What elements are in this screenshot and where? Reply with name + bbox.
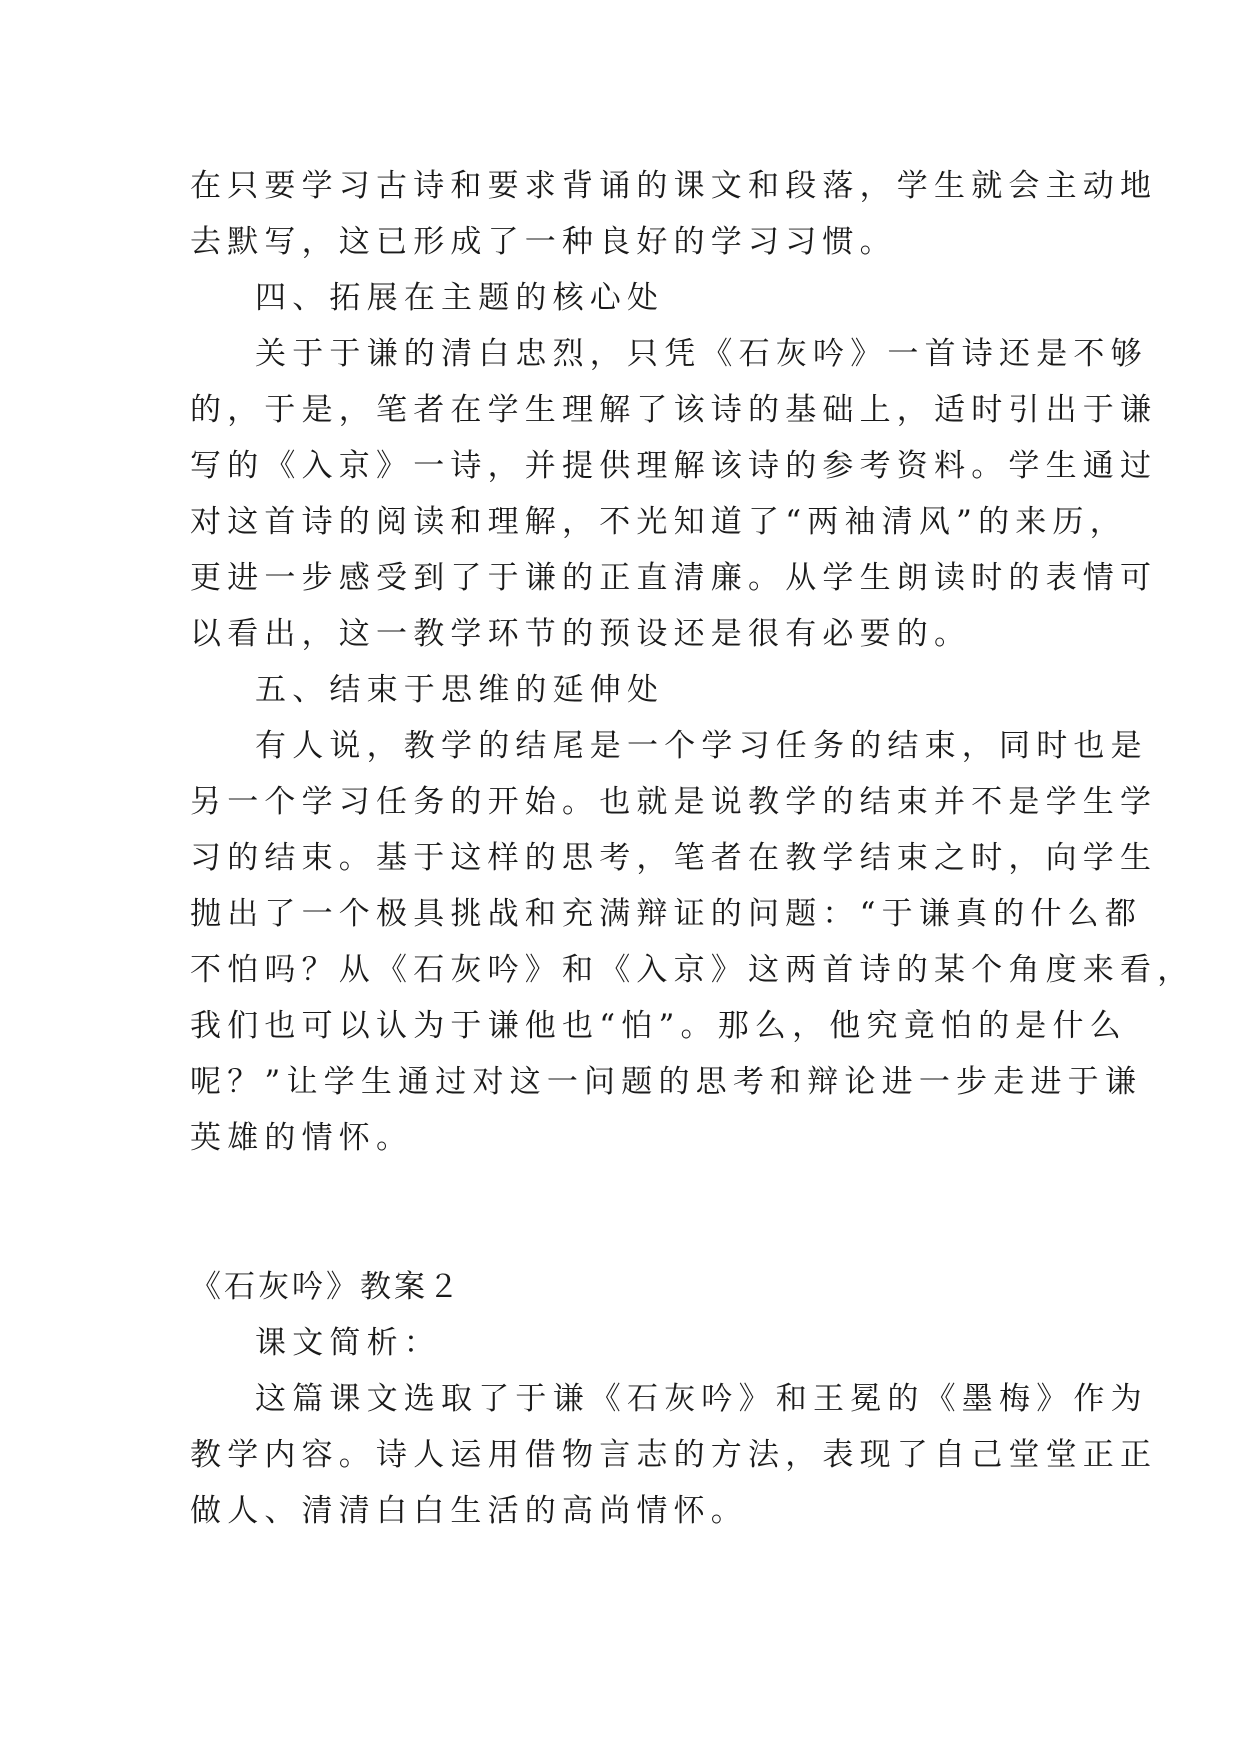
paragraph-line: 另一个学习任务的开始。也就是说教学的结束并不是学生学: [190, 784, 1158, 820]
paragraph-line: 更进一步感受到了于谦的正直清廉。从学生朗读时的表情可: [190, 560, 1158, 596]
paragraph-line: 呢？”让学生通过对这一问题的思考和辩论进一步走进于谦: [190, 1064, 1143, 1100]
paragraph-line: 习的结束。基于这样的思考，笔者在教学结束之时，向学生: [190, 840, 1158, 876]
paragraph-line: 不怕吗？从《石灰吟》和《入京》这两首诗的某个角度来看，: [190, 952, 1195, 988]
section-heading: 课文简析：: [255, 1325, 441, 1361]
paragraph-line: 以看出，这一教学环节的预设还是很有必要的。: [190, 616, 972, 652]
paragraph-line: 有人说，教学的结尾是一个学习任务的结束，同时也是: [255, 728, 1148, 764]
paragraph-line: 关于于谦的清白忠烈，只凭《石灰吟》一首诗还是不够: [255, 336, 1148, 372]
paragraph-line: 去默写，这已形成了一种良好的学习习惯。: [190, 224, 897, 260]
paragraph-line: 这篇课文选取了于谦《石灰吟》和王冕的《墨梅》作为: [255, 1381, 1148, 1417]
paragraph-line: 抛出了一个极具挑战和充满辩证的问题：“于谦真的什么都: [190, 896, 1143, 932]
paragraph-line: 的，于是，笔者在学生理解了该诗的基础上，适时引出于谦: [190, 392, 1158, 428]
paragraph-line: 教学内容。诗人运用借物言志的方法，表现了自己堂堂正正: [190, 1437, 1158, 1473]
paragraph-line: 我们也可以认为于谦他也“怕”。那么，他究竟怕的是什么: [190, 1008, 1127, 1044]
paragraph-line: 做人、清清白白生活的高尚情怀。: [190, 1493, 748, 1529]
section-heading: 四、拓展在主题的核心处: [255, 280, 665, 316]
paragraph-line: 在只要学习古诗和要求背诵的课文和段落，学生就会主动地: [190, 168, 1158, 204]
paragraph-line: 对这首诗的阅读和理解，不光知道了“两袖清风”的来历，: [190, 504, 1127, 540]
section-heading: 五、结束于思维的延伸处: [255, 672, 665, 708]
paragraph-line: 写的《入京》一诗，并提供理解该诗的参考资料。学生通过: [190, 448, 1158, 484]
document-title: 《石灰吟》教案２: [190, 1269, 462, 1305]
paragraph-line: 英雄的情怀。: [190, 1120, 414, 1156]
